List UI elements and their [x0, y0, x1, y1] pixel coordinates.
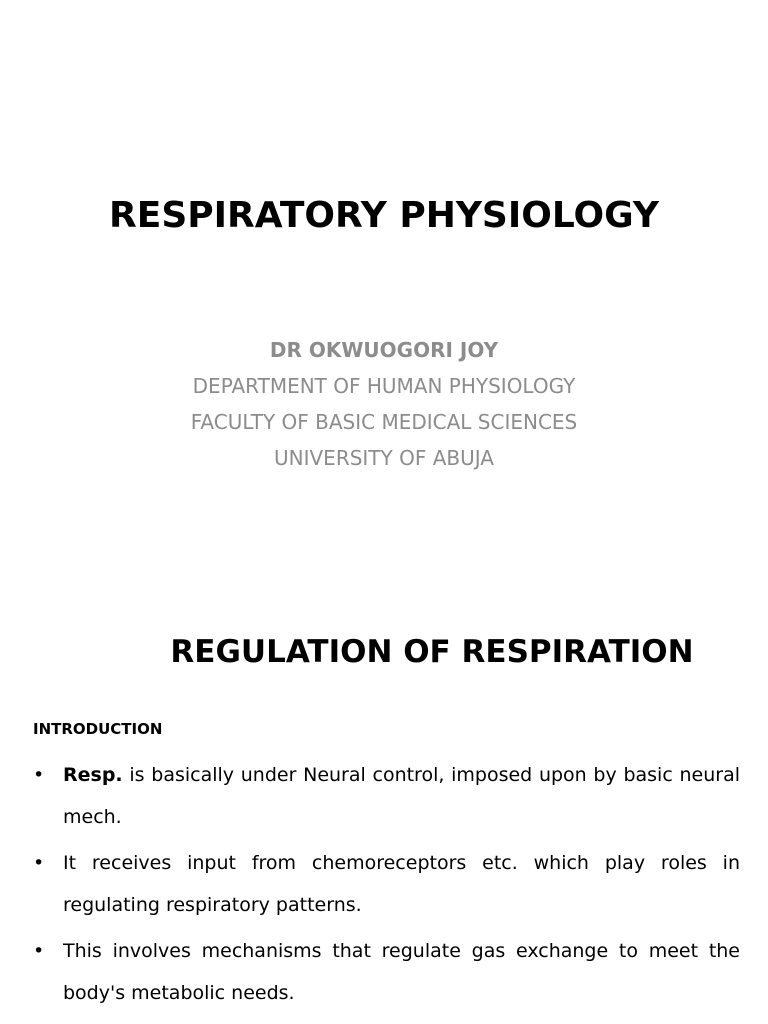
slide-title: REGULATION OF RESPIRATION [170, 634, 694, 670]
bullet-text: It receives input from chemoreceptors etc. which play roles in regulating respiratory patterns. [63, 852, 740, 916]
bullet-text: This involves mechanisms that regulate gas exchange to meet the body's metabolic needs. [63, 940, 740, 1004]
presentation-title: RESPIRATORY PHYSIOLOGY [109, 195, 659, 236]
bullet-text: is basically under Neural control, imposed upon by basic neural mech. [63, 764, 740, 828]
bullet-list [33, 754, 740, 1018]
bullet-icon: • [33, 852, 45, 874]
bullet-icon: • [33, 940, 45, 962]
list-item [33, 754, 740, 838]
intro-heading: INTRODUCTION [33, 720, 163, 738]
faculty-name: FACULTY OF BASIC MEDICAL SCIENCES [190, 410, 578, 434]
bullet-lead: Resp. [63, 764, 123, 786]
content-slide [0, 576, 768, 1024]
list-item [33, 930, 740, 1014]
presenter-info [0, 332, 768, 476]
university-name: UNIVERSITY OF ABUJA [274, 446, 494, 470]
department-name: DEPARTMENT OF HUMAN PHYSIOLOGY [192, 374, 576, 398]
author-name: DR OKWUOGORI JOY [269, 338, 499, 362]
list-item [33, 842, 740, 926]
bullet-icon: • [33, 764, 45, 786]
